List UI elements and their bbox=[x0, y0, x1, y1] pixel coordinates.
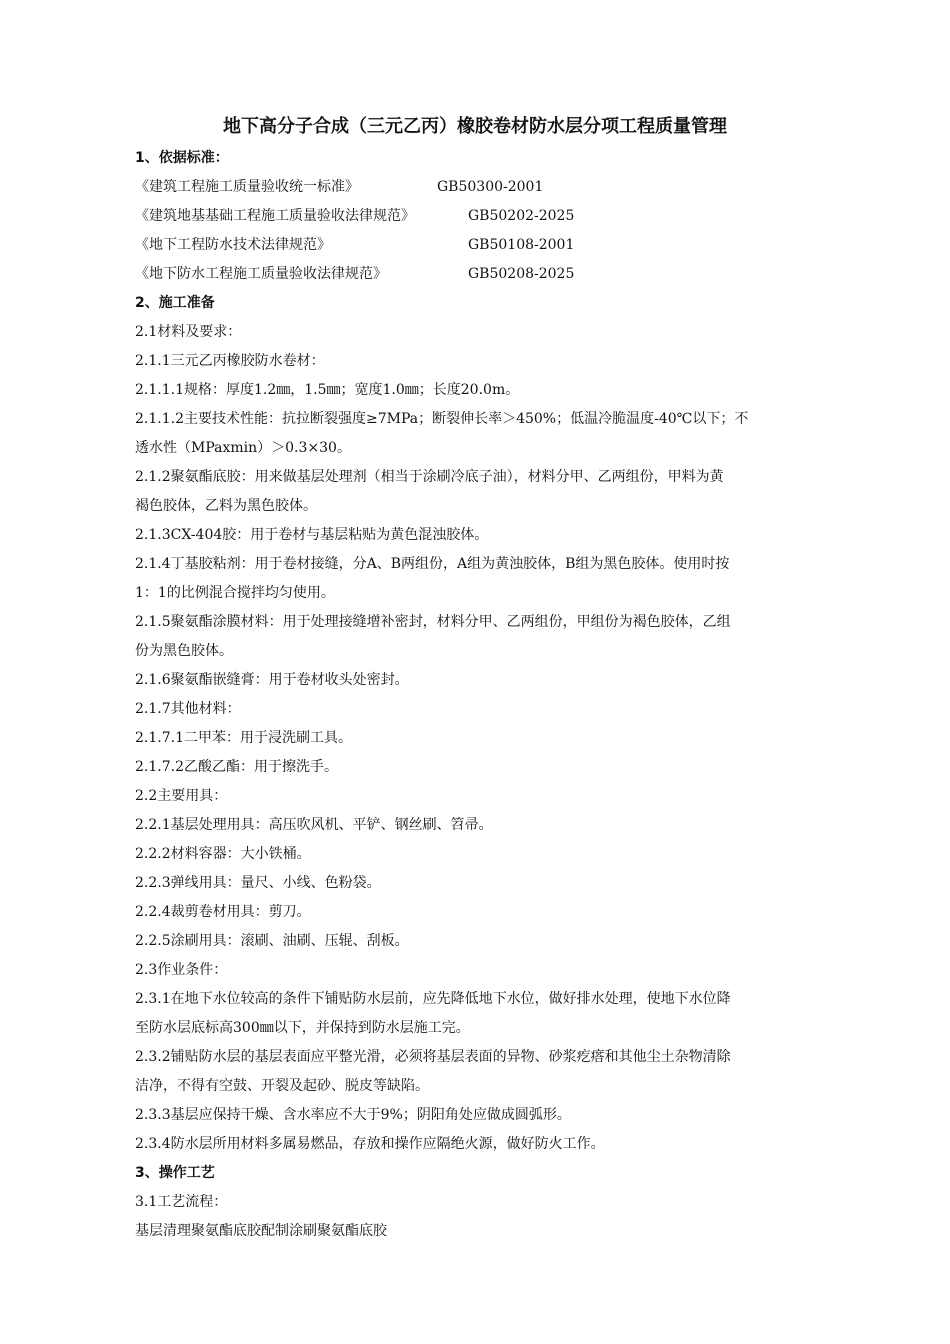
body-line: 2.1材料及要求： bbox=[135, 324, 242, 340]
body-line: 至防水层底标高300㎜以下，并保持到防水层施工完。 bbox=[135, 1020, 470, 1036]
body-line: 2.3.1在地下水位较高的条件下铺贴防水层前，应先降低地下水位，做好排水处理，使地下水位降 bbox=[135, 991, 731, 1007]
body-line: 2.1.7.2乙酸乙酯：用于擦洗手。 bbox=[135, 759, 338, 775]
standard-name: 《地下防水工程施工质量验收法律规范》 bbox=[135, 266, 387, 282]
body-line: 2.2.4裁剪卷材用具：剪刀。 bbox=[135, 904, 311, 920]
section-heading-standards: 1、依据标准： bbox=[135, 150, 229, 166]
standard-code: GB50208-2025 bbox=[468, 266, 575, 282]
document-title: 地下高分子合成（三元乙丙）橡胶卷材防水层分项工程质量管理 bbox=[223, 116, 727, 137]
body-line: 2.1.3CX-404胶：用于卷材与基层粘贴为黄色混浊胶体。 bbox=[135, 527, 489, 543]
body-line: 2.1.2聚氨酯底胶：用来做基层处理剂（相当于涂刷冷底子油），材料分甲、乙两组份，甲料为黄 bbox=[135, 469, 724, 485]
body-line: 2.1.1.2主要技术性能：抗拉断裂强度≥7MPa；断裂伸长率＞450%；低温冷脆温度-40℃以下；不 bbox=[135, 411, 749, 427]
body-line: 1：1的比例混合搅拌均匀使用。 bbox=[135, 585, 335, 601]
standard-code: GB50202-2025 bbox=[468, 208, 575, 224]
body-line: 基层清理聚氨酯底胶配制涂刷聚氨酯底胶 bbox=[135, 1223, 387, 1239]
body-line: 2.2.1基层处理用具：高压吹风机、平铲、钢丝刷、笤帚。 bbox=[135, 817, 493, 833]
body-line: 2.1.1三元乙丙橡胶防水卷材： bbox=[135, 353, 325, 369]
body-line: 2.2.3弹线用具：量尺、小线、色粉袋。 bbox=[135, 875, 381, 891]
section-heading-process: 3、操作工艺 bbox=[135, 1165, 215, 1181]
standard-code: GB50108-2001 bbox=[468, 237, 575, 253]
standard-code: GB50300-2001 bbox=[437, 179, 544, 195]
document-body bbox=[135, 144, 860, 1246]
body-line: 2.3.3基层应保持干燥、含水率应不大于9%；阴阳角处应做成圆弧形。 bbox=[135, 1107, 571, 1123]
body-line: 2.1.6聚氨酯嵌缝膏：用于卷材收头处密封。 bbox=[135, 672, 409, 688]
body-line: 2.2主要用具： bbox=[135, 788, 228, 804]
standard-row bbox=[135, 231, 860, 260]
body-line: 2.2.5涂刷用具：滚刷、油刷、压辊、刮板。 bbox=[135, 933, 409, 949]
body-line: 2.3作业条件： bbox=[135, 962, 228, 978]
standard-row bbox=[135, 260, 860, 289]
body-line: 2.1.1.1规格：厚度1.2㎜，1.5㎜；宽度1.0㎜；长度20.0m。 bbox=[135, 382, 520, 398]
body-line: 2.3.4防水层所用材料多属易燃品，存放和操作应隔绝火源，做好防火工作。 bbox=[135, 1136, 605, 1152]
standard-row bbox=[135, 202, 860, 231]
body-line: 2.3.2铺贴防水层的基层表面应平整光滑，必须将基层表面的异物、砂浆疙瘩和其他尘土杂物清除 bbox=[135, 1049, 731, 1065]
body-line: 2.1.5聚氨酯涂膜材料：用于处理接缝增补密封，材料分甲、乙两组份，甲组份为褐色胶体，乙组 bbox=[135, 614, 731, 630]
body-line: 份为黑色胶体。 bbox=[135, 643, 233, 659]
body-line: 2.1.7.1二甲苯：用于浸洗刷工具。 bbox=[135, 730, 352, 746]
standard-row bbox=[135, 173, 860, 202]
body-line: 洁净，不得有空鼓、开裂及起砂、脱皮等缺陷。 bbox=[135, 1078, 429, 1094]
body-line: 2.1.4丁基胶粘剂：用于卷材接缝，分A、B两组份，A组为黄浊胶体，B组为黑色胶体。使用时按 bbox=[135, 556, 730, 572]
section-heading-preparation: 2、施工准备 bbox=[135, 295, 215, 311]
body-line: 3.1工艺流程： bbox=[135, 1194, 228, 1210]
standard-name: 《建筑工程施工质量验收统一标准》 bbox=[135, 179, 359, 195]
body-line: 2.1.7其他材料： bbox=[135, 701, 241, 717]
body-line: 透水性（MPaxmin）＞0.3×30。 bbox=[135, 440, 351, 456]
standard-name: 《地下工程防水技术法律规范》 bbox=[135, 237, 331, 253]
body-line: 2.2.2材料容器：大小铁桶。 bbox=[135, 846, 311, 862]
body-line: 褐色胶体，乙料为黑色胶体。 bbox=[135, 498, 317, 514]
standard-name: 《建筑地基基础工程施工质量验收法律规范》 bbox=[135, 208, 415, 224]
